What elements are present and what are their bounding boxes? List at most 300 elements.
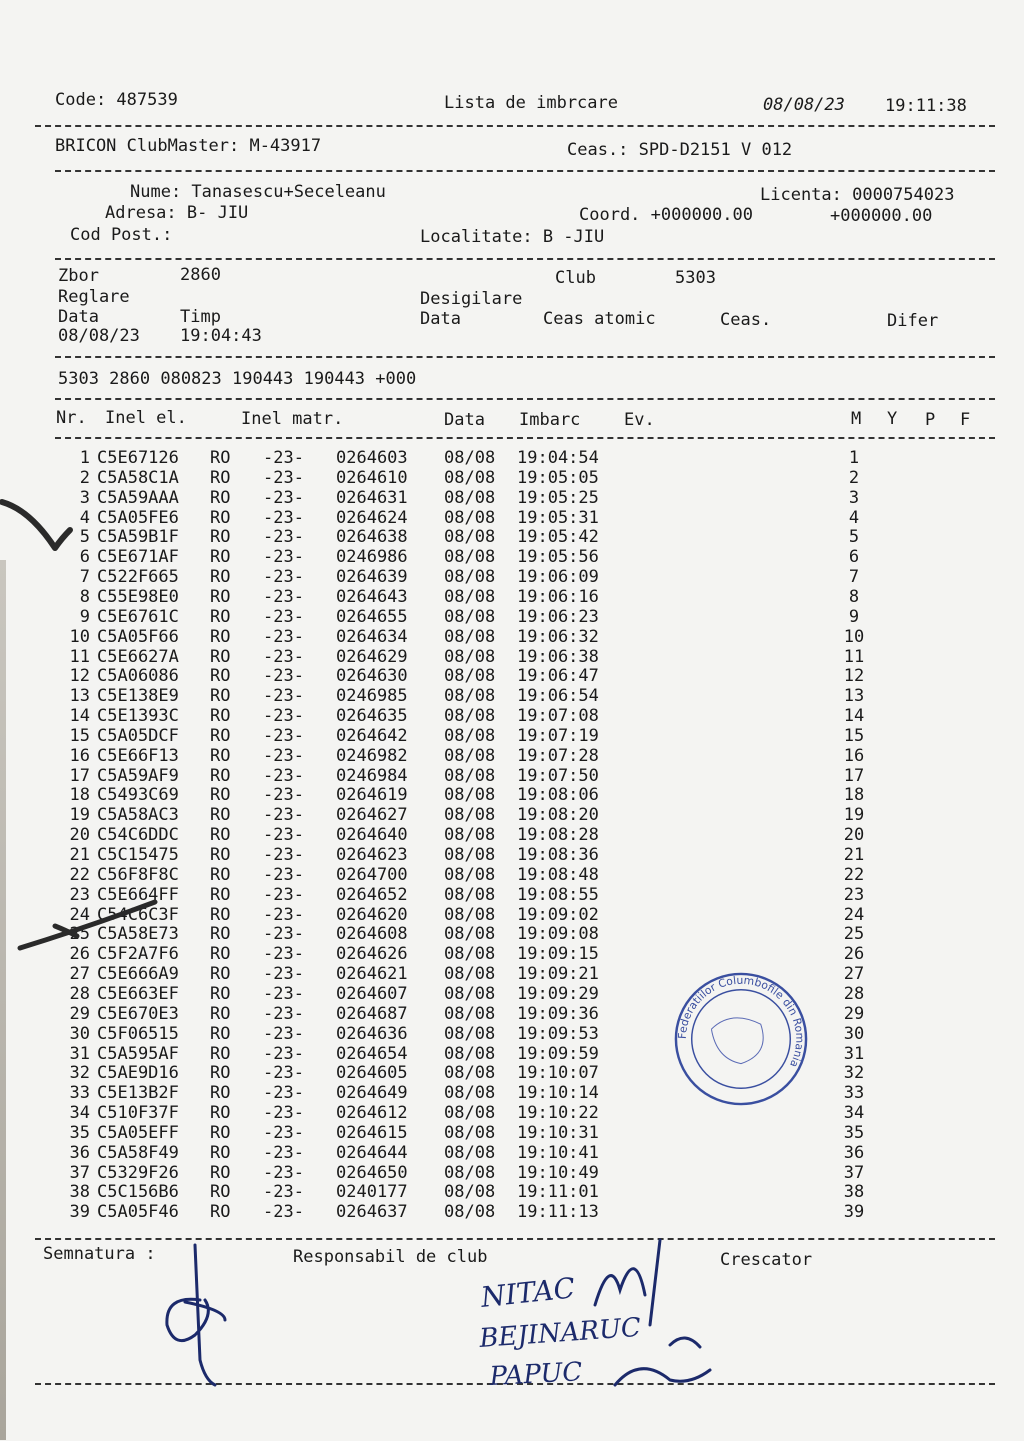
divider <box>55 437 995 439</box>
country-code: RO <box>210 567 231 588</box>
electronic-ring: C5329F26 <box>97 1162 179 1183</box>
country-code: RO <box>210 666 231 687</box>
basket-time: 19:08:36 <box>517 845 599 865</box>
m-value: 37 <box>843 1162 865 1183</box>
ring-year: -23- <box>263 626 304 647</box>
m-value: 6 <box>848 547 860 568</box>
ring-number: 0264627 <box>336 805 408 826</box>
basket-date: 08/08 <box>444 964 496 985</box>
basket-time: 19:05:31 <box>517 507 599 528</box>
electronic-ring: C5E670E3 <box>97 1003 179 1024</box>
m-value: 23 <box>843 884 865 905</box>
country-code: RO <box>210 944 231 965</box>
ring-year: -23- <box>263 467 304 488</box>
ring-year: -23- <box>263 1003 304 1024</box>
ring-number: 0264655 <box>336 606 408 627</box>
electronic-ring: C5493C69 <box>97 785 179 806</box>
table-row <box>0 587 1024 607</box>
electronic-ring: C5E6761C <box>97 606 179 627</box>
ring-year: -23- <box>263 1043 304 1064</box>
col-header-m: M <box>851 409 862 429</box>
basket-date: 08/08 <box>444 944 496 965</box>
electronic-ring: C5A59AF9 <box>97 765 179 786</box>
handwritten-signatures <box>470 1235 740 1395</box>
ring-number: 0264624 <box>336 507 408 528</box>
print-date: 08/08/23 <box>763 95 845 115</box>
m-value: 28 <box>843 983 865 1004</box>
basket-time: 19:07:19 <box>517 725 599 746</box>
country-code: RO <box>210 1122 231 1143</box>
ring-year: -23- <box>263 825 304 846</box>
row-number: 27 <box>69 964 90 985</box>
ring-year: -23- <box>263 964 304 985</box>
country-code: RO <box>210 1023 231 1044</box>
m-value: 32 <box>843 1063 865 1084</box>
country-code: RO <box>210 1162 231 1183</box>
basket-time: 19:06:47 <box>517 666 599 687</box>
ring-year: -23- <box>263 765 304 786</box>
country-code: RO <box>210 924 231 945</box>
m-value: 24 <box>843 904 865 925</box>
basket-time: 19:08:06 <box>517 785 599 806</box>
postal-code: Cod Post.: <box>70 225 173 245</box>
signature-label: Semnatura : <box>43 1244 156 1264</box>
country-code: RO <box>210 745 231 766</box>
basket-time: 19:09:53 <box>517 1023 599 1044</box>
basket-date: 08/08 <box>444 924 496 945</box>
electronic-ring: C5A59B1F <box>97 527 179 548</box>
table-row <box>0 627 1024 647</box>
table-row <box>0 845 1024 865</box>
pen-check-mark <box>0 490 80 560</box>
row-number: 18 <box>69 785 90 806</box>
row-number: 3 <box>79 487 90 508</box>
row-number: 9 <box>79 606 90 627</box>
row-number: 22 <box>69 864 90 885</box>
row-number: 31 <box>69 1043 90 1064</box>
electronic-ring: C5E663EF <box>97 983 179 1004</box>
country-code: RO <box>210 884 231 905</box>
row-number: 39 <box>69 1202 90 1223</box>
row-number: 33 <box>69 1083 90 1104</box>
table-row <box>0 1143 1024 1163</box>
electronic-ring: C5A05F66 <box>97 626 179 647</box>
country-code: RO <box>210 805 231 826</box>
system-name: BRICON ClubMaster: M-43917 <box>55 136 322 156</box>
ring-year: -23- <box>263 1023 304 1044</box>
m-value: 38 <box>843 1182 865 1203</box>
electronic-ring: C5E664FF <box>97 884 179 905</box>
row-number: 16 <box>69 745 90 766</box>
basket-date: 08/08 <box>444 1003 496 1024</box>
print-time: 19:11:38 <box>885 96 967 116</box>
clock-model: Ceas.: SPD-D2151 V 012 <box>567 140 793 160</box>
ring-number: 0246985 <box>336 686 408 707</box>
ring-number: 0246984 <box>336 765 408 786</box>
m-value: 18 <box>843 785 865 806</box>
electronic-ring: C54C6DDC <box>97 825 179 846</box>
ring-number: 0264642 <box>336 725 408 746</box>
club-stamp <box>672 970 810 1108</box>
basket-date: 08/08 <box>444 884 496 905</box>
ring-year: -23- <box>263 1063 304 1084</box>
m-value: 34 <box>843 1103 865 1124</box>
electronic-ring: C56F8F8C <box>97 864 179 885</box>
ring-number: 0264620 <box>336 904 408 925</box>
col-header-imbarc: Imbarc <box>519 410 581 430</box>
ring-year: -23- <box>263 944 304 965</box>
table-row <box>0 567 1024 587</box>
row-number: 19 <box>69 805 90 826</box>
table-row <box>0 508 1024 528</box>
country-code: RO <box>210 964 231 985</box>
ring-year: -23- <box>263 686 304 707</box>
m-value: 22 <box>843 864 865 885</box>
m-value: 12 <box>843 666 865 687</box>
signature-mark-left <box>155 1240 245 1390</box>
row-number: 28 <box>69 983 90 1004</box>
country-code: RO <box>210 467 231 488</box>
col-header-y: Y <box>887 409 898 429</box>
basket-date: 08/08 <box>444 1083 496 1104</box>
ring-number: 0264610 <box>336 467 408 488</box>
basket-time: 19:04:54 <box>517 448 599 468</box>
country-code: RO <box>210 864 231 885</box>
col-header-p: P <box>925 410 936 430</box>
basket-time: 19:08:48 <box>517 864 599 885</box>
owner-name: Nume: Tanasescu+Seceleanu <box>130 182 386 202</box>
country-code: RO <box>210 725 231 746</box>
country-code: RO <box>210 904 231 925</box>
ring-number: 0264603 <box>336 448 408 468</box>
basket-date: 08/08 <box>444 1162 496 1183</box>
row-number: 2 <box>79 467 90 488</box>
basket-time: 19:06:16 <box>517 586 599 607</box>
data2-label: Data <box>420 309 461 329</box>
ring-year: -23- <box>263 1122 304 1143</box>
ring-year: -23- <box>263 487 304 508</box>
breeder-label: Crescator <box>720 1250 813 1270</box>
country-code: RO <box>210 1103 231 1124</box>
timp-label: Timp <box>180 307 221 327</box>
basket-time: 19:06:38 <box>517 646 599 667</box>
ring-year: -23- <box>263 785 304 806</box>
basket-time: 19:09:15 <box>517 944 599 965</box>
electronic-ring: C5C15475 <box>97 845 179 865</box>
basket-time: 19:10:07 <box>517 1063 599 1084</box>
row-number: 15 <box>69 725 90 746</box>
col-header-data: Data <box>444 410 485 430</box>
basket-time: 19:06:23 <box>517 606 599 627</box>
table-row <box>0 1004 1024 1024</box>
document-title: Lista de imbrcare <box>444 93 618 113</box>
basket-date: 08/08 <box>444 666 496 687</box>
table-row <box>0 766 1024 786</box>
basket-date: 08/08 <box>444 745 496 766</box>
ring-year: -23- <box>263 1142 304 1163</box>
club-label: Club <box>555 268 596 288</box>
ring-number: 0264631 <box>336 487 408 508</box>
ring-number: 0264630 <box>336 666 408 687</box>
ring-year: -23- <box>263 448 304 468</box>
basket-time: 19:08:28 <box>517 825 599 846</box>
electronic-ring: C5A06086 <box>97 666 179 687</box>
electronic-ring: C5E66F13 <box>97 745 179 766</box>
basket-time: 19:09:08 <box>517 924 599 945</box>
basket-date: 08/08 <box>444 448 496 468</box>
svg-text:Federatiilor Columbofile din R: Federatiilor Columbofile din Romania <box>675 973 807 1070</box>
basket-date: 08/08 <box>444 1103 496 1124</box>
col-header-ev: Ev. <box>624 410 655 430</box>
electronic-ring: C522F665 <box>97 567 179 588</box>
license-number: Licenta: 0000754023 <box>760 185 955 205</box>
row-number: 4 <box>79 507 90 528</box>
table-row <box>0 468 1024 488</box>
club-responsible-label: Responsabil de club <box>293 1247 488 1267</box>
basket-date: 08/08 <box>444 567 496 588</box>
basket-date: 08/08 <box>444 1142 496 1163</box>
basket-date: 08/08 <box>444 1023 496 1044</box>
basket-time: 19:10:22 <box>517 1103 599 1124</box>
ring-number: 0264700 <box>336 864 408 885</box>
basket-time: 19:07:08 <box>517 706 599 727</box>
ring-number: 0240177 <box>336 1182 408 1203</box>
m-value: 10 <box>843 626 865 647</box>
basket-date: 08/08 <box>444 825 496 846</box>
table-row <box>0 1024 1024 1044</box>
row-number: 12 <box>69 666 90 687</box>
club-value: 5303 <box>675 268 716 288</box>
m-value: 36 <box>843 1142 865 1163</box>
country-code: RO <box>210 845 231 865</box>
row-number: 14 <box>69 706 90 727</box>
ring-number: 0264637 <box>336 1202 408 1223</box>
electronic-ring: C510F37F <box>97 1103 179 1124</box>
electronic-ring: C5F2A7F6 <box>97 944 179 965</box>
ring-year: -23- <box>263 884 304 905</box>
m-value: 2 <box>848 467 860 488</box>
ring-number: 0246986 <box>336 547 408 568</box>
ring-number: 0246982 <box>336 745 408 766</box>
ring-year: -23- <box>263 527 304 548</box>
basket-date: 08/08 <box>444 706 496 727</box>
reglare-label: Reglare <box>58 287 130 307</box>
m-value: 35 <box>843 1122 865 1143</box>
ring-year: -23- <box>263 547 304 568</box>
document-code: Code: 487539 <box>55 90 178 110</box>
m-value: 31 <box>843 1043 865 1064</box>
locality: Localitate: B -JIU <box>420 227 605 247</box>
ring-number: 0264635 <box>336 706 408 727</box>
electronic-ring: C5A05FE6 <box>97 507 179 528</box>
country-code: RO <box>210 1083 231 1104</box>
row-number: 35 <box>69 1122 90 1143</box>
electronic-ring: C5A59AAA <box>97 487 179 508</box>
divider <box>55 356 995 358</box>
basket-date: 08/08 <box>444 686 496 707</box>
m-value: 20 <box>843 825 865 846</box>
ceas-label: Ceas. <box>720 310 772 330</box>
row-number: 11 <box>69 646 90 667</box>
ring-number: 0264621 <box>336 964 408 985</box>
country-code: RO <box>210 626 231 647</box>
ring-number: 0264636 <box>336 1023 408 1044</box>
m-value: 17 <box>843 765 865 786</box>
set-time: 19:04:43 <box>180 326 262 346</box>
row-number: 36 <box>69 1142 90 1163</box>
country-code: RO <box>210 507 231 528</box>
basket-time: 19:10:41 <box>517 1142 599 1163</box>
basket-time: 19:06:54 <box>517 686 599 707</box>
ring-year: -23- <box>263 586 304 607</box>
ring-year: -23- <box>263 1202 304 1223</box>
table-row <box>0 984 1024 1004</box>
divider <box>35 125 995 127</box>
electronic-ring: C5A05F46 <box>97 1202 179 1223</box>
row-number: 29 <box>69 1003 90 1024</box>
basket-time: 19:05:05 <box>517 467 599 488</box>
coordinates: Coord. +000000.00 <box>579 205 753 225</box>
basket-date: 08/08 <box>444 467 496 488</box>
table-row <box>0 666 1024 686</box>
ring-year: -23- <box>263 666 304 687</box>
pen-check-mark <box>15 898 165 958</box>
table-row <box>0 1083 1024 1103</box>
col-header-f: F <box>960 410 971 430</box>
data-label: Data <box>58 307 99 327</box>
table-row <box>0 805 1024 825</box>
ring-number: 0264619 <box>336 785 408 806</box>
electronic-ring: C5AE9D16 <box>97 1063 179 1084</box>
country-code: RO <box>210 1003 231 1024</box>
country-code: RO <box>210 448 231 468</box>
divider <box>55 258 995 260</box>
ring-number: 0264623 <box>336 845 408 865</box>
row-number: 24 <box>69 904 90 925</box>
row-number: 8 <box>79 586 90 607</box>
ring-year: -23- <box>263 983 304 1004</box>
svg-text:PAPUC: PAPUC <box>488 1357 583 1392</box>
row-number: 37 <box>69 1162 90 1183</box>
electronic-ring: C5A58F49 <box>97 1142 179 1163</box>
ring-year: -23- <box>263 864 304 885</box>
basket-date: 08/08 <box>444 646 496 667</box>
ring-number: 0264644 <box>336 1142 408 1163</box>
m-value: 16 <box>843 745 865 766</box>
m-value: 4 <box>848 507 860 528</box>
ring-number: 0264615 <box>336 1122 408 1143</box>
table-row <box>0 1063 1024 1083</box>
m-value: 25 <box>843 924 865 945</box>
electronic-ring: C5E671AF <box>97 547 179 568</box>
basket-time: 19:07:28 <box>517 745 599 766</box>
basket-date: 08/08 <box>444 864 496 885</box>
row-number: 32 <box>69 1063 90 1084</box>
basket-time: 19:11:01 <box>517 1182 599 1203</box>
basket-time: 19:05:56 <box>517 547 599 568</box>
ring-number: 0264643 <box>336 586 408 607</box>
m-value: 21 <box>843 845 865 865</box>
electronic-ring: C5A58AC3 <box>97 805 179 826</box>
ring-year: -23- <box>263 745 304 766</box>
table-row <box>0 1202 1024 1222</box>
basket-date: 08/08 <box>444 1182 496 1203</box>
row-number: 34 <box>69 1103 90 1124</box>
country-code: RO <box>210 527 231 548</box>
basket-date: 08/08 <box>444 487 496 508</box>
ring-number: 0264649 <box>336 1083 408 1104</box>
basket-time: 19:09:59 <box>517 1043 599 1064</box>
divider <box>55 398 995 400</box>
table-row <box>0 1163 1024 1183</box>
m-value: 26 <box>843 944 865 965</box>
m-value: 1 <box>848 448 860 468</box>
basket-date: 08/08 <box>444 725 496 746</box>
country-code: RO <box>210 586 231 607</box>
country-code: RO <box>210 825 231 846</box>
table-row <box>0 1182 1024 1202</box>
basket-date: 08/08 <box>444 785 496 806</box>
electronic-ring: C5E138E9 <box>97 686 179 707</box>
ring-year: -23- <box>263 507 304 528</box>
table-row <box>0 686 1024 706</box>
country-code: RO <box>210 765 231 786</box>
ring-number: 0264652 <box>336 884 408 905</box>
ring-year: -23- <box>263 725 304 746</box>
country-code: RO <box>210 1043 231 1064</box>
country-code: RO <box>210 1142 231 1163</box>
basket-date: 08/08 <box>444 805 496 826</box>
svg-text:BEJINARUC: BEJINARUC <box>478 1312 642 1354</box>
table-row <box>0 706 1024 726</box>
country-code: RO <box>210 785 231 806</box>
country-code: RO <box>210 547 231 568</box>
m-value: 7 <box>848 567 860 588</box>
m-value: 30 <box>843 1023 865 1044</box>
table-row <box>0 647 1024 667</box>
ring-number: 0264687 <box>336 1003 408 1024</box>
m-value: 29 <box>843 1003 865 1024</box>
basket-time: 19:09:29 <box>517 983 599 1004</box>
basket-time: 19:07:50 <box>517 765 599 786</box>
basket-date: 08/08 <box>444 904 496 925</box>
ring-number: 0264654 <box>336 1043 408 1064</box>
atomic-clock-label: Ceas atomic <box>543 309 656 329</box>
country-code: RO <box>210 1182 231 1203</box>
row-number: 38 <box>69 1182 90 1203</box>
country-code: RO <box>210 646 231 667</box>
ring-number: 0264639 <box>336 567 408 588</box>
basket-time: 19:08:20 <box>517 805 599 826</box>
electronic-ring: C5A595AF <box>97 1043 179 1064</box>
ring-year: -23- <box>263 805 304 826</box>
ring-year: -23- <box>263 845 304 865</box>
basket-date: 08/08 <box>444 507 496 528</box>
basket-date: 08/08 <box>444 1122 496 1143</box>
m-value: 5 <box>848 527 860 548</box>
row-number: 17 <box>69 765 90 786</box>
ring-year: -23- <box>263 1182 304 1203</box>
ring-year: -23- <box>263 567 304 588</box>
basket-time: 19:11:13 <box>517 1202 599 1223</box>
row-number: 23 <box>69 884 90 905</box>
country-code: RO <box>210 686 231 707</box>
electronic-ring: C5E1393C <box>97 706 179 727</box>
m-value: 11 <box>843 646 865 667</box>
table-row <box>0 785 1024 805</box>
electronic-ring: C54C6C3F <box>97 904 179 925</box>
row-number: 13 <box>69 686 90 707</box>
